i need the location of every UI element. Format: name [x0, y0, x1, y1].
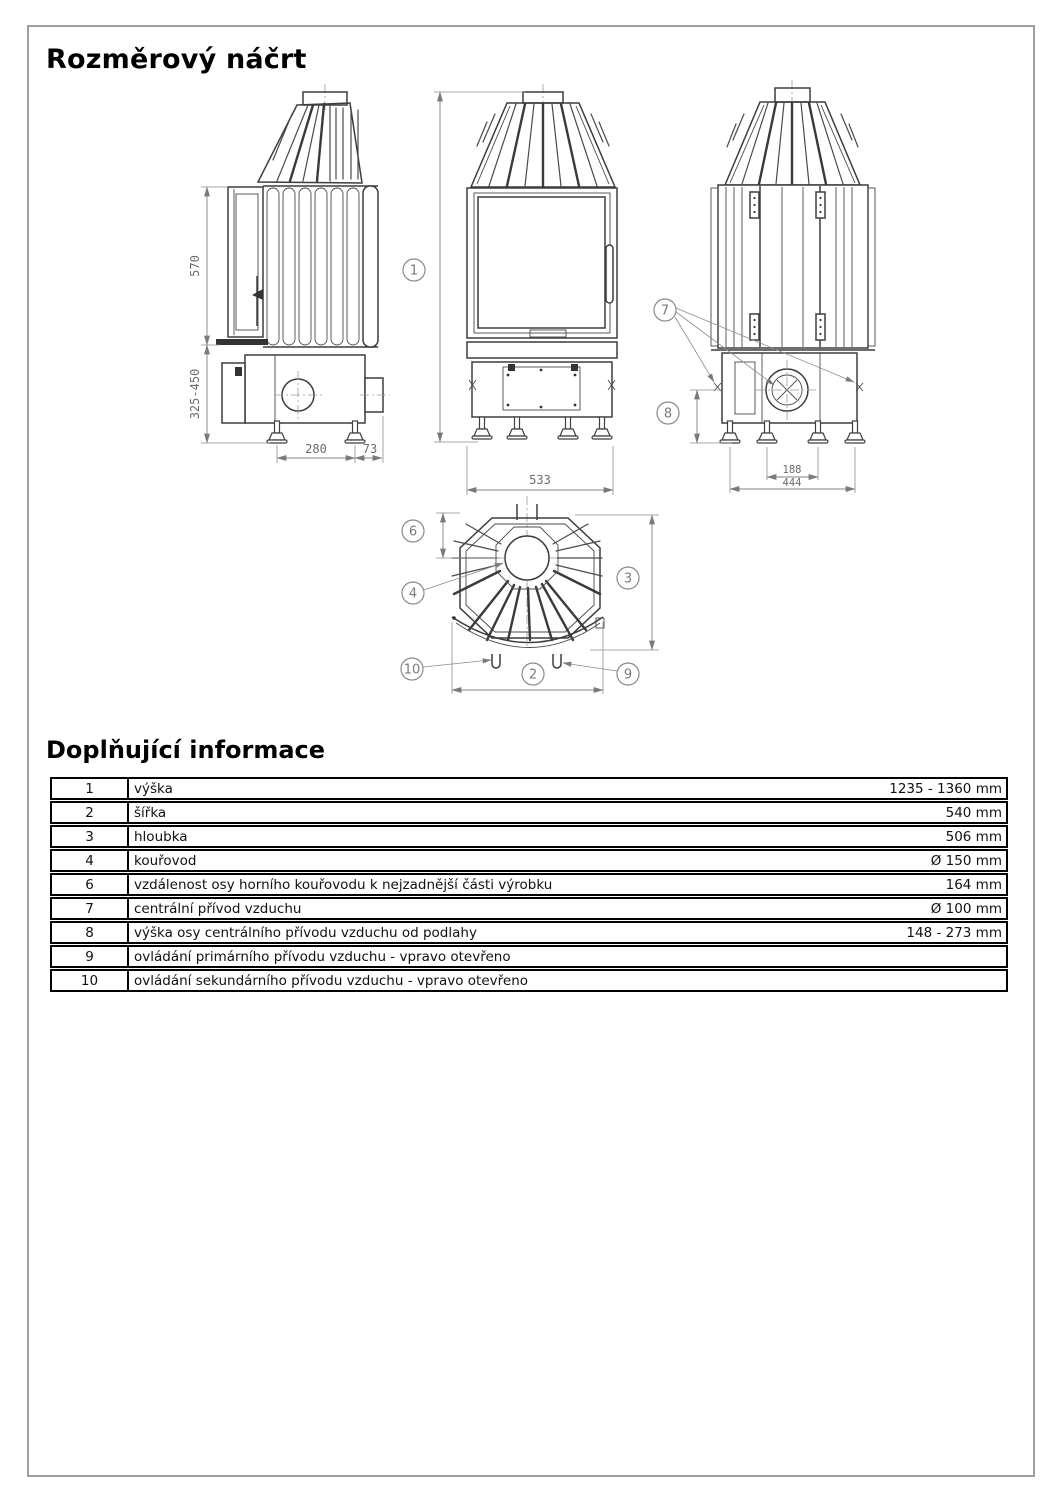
row-value: 148 - 273 mm	[906, 924, 1002, 941]
row-number: 4	[52, 851, 129, 870]
row-value: 1235 - 1360 mm	[889, 780, 1002, 797]
svg-text:2: 2	[528, 667, 538, 683]
row-label: výška osy centrálního přívodu vzduchu od podlahy	[134, 924, 477, 941]
dim-connector-depth: 73	[362, 442, 378, 456]
info-table	[50, 777, 1008, 993]
table-row	[50, 897, 1008, 920]
top-view	[401, 496, 659, 694]
table-row	[50, 777, 1008, 800]
table-row	[50, 921, 1008, 944]
row-label: vzdálenost osy horního kouřovodu k nejzadnější části výrobku	[134, 876, 553, 893]
row-value: Ø 100 mm	[930, 900, 1002, 917]
table-row	[50, 801, 1008, 824]
callout-10	[401, 658, 423, 680]
table-row	[50, 873, 1008, 896]
row-number: 3	[52, 827, 129, 846]
row-value	[1002, 971, 1006, 990]
side-view	[188, 84, 390, 463]
row-number: 10	[52, 971, 129, 990]
section-title: Doplňující informace	[46, 736, 326, 764]
svg-text:8: 8	[663, 406, 673, 422]
dim-feet-outer: 444	[782, 477, 802, 489]
row-label: centrální přívod vzduchu	[134, 900, 302, 917]
svg-text:4: 4	[408, 586, 418, 602]
callout-4	[402, 582, 424, 604]
table-row	[50, 969, 1008, 992]
callout-3	[617, 567, 639, 589]
rear-view	[654, 80, 875, 493]
row-number: 9	[52, 947, 129, 966]
dim-base-depth: 280	[305, 442, 327, 456]
callout-2	[522, 663, 544, 685]
row-label: ovládání primárního přívodu vzduchu - vpravo otevřeno	[134, 948, 511, 965]
row-label: hloubka	[134, 828, 188, 845]
dim-door-height: 570	[188, 255, 202, 277]
svg-text:7: 7	[660, 303, 670, 319]
row-value: 506 mm	[945, 828, 1002, 845]
row-label: výška	[134, 780, 173, 797]
callout-7	[654, 299, 676, 321]
callout-1	[403, 259, 425, 281]
row-label: šířka	[134, 804, 167, 821]
row-label: ovládání sekundárního přívodu vzduchu - vpravo otevřeno	[134, 972, 529, 989]
svg-text:3: 3	[623, 571, 633, 587]
dim-feet-inner: 188	[782, 464, 802, 476]
row-number: 8	[52, 923, 129, 942]
svg-text:9: 9	[623, 667, 633, 683]
table-row	[50, 849, 1008, 872]
callout-8	[657, 402, 679, 424]
row-number: 1	[52, 779, 129, 798]
dim-front-width: 533	[529, 473, 551, 487]
callout-6	[402, 520, 424, 542]
row-label: kouřovod	[134, 852, 197, 869]
front-view	[403, 84, 617, 495]
svg-text:6: 6	[408, 524, 418, 540]
svg-text:1: 1	[409, 263, 419, 279]
svg-text:10: 10	[403, 662, 421, 678]
table-row	[50, 945, 1008, 968]
page-title: Rozměrový náčrt	[46, 44, 307, 75]
row-number: 7	[52, 899, 129, 918]
dim-base-height: 325-450	[188, 368, 202, 420]
row-value: Ø 150 mm	[930, 852, 1002, 869]
dimensional-drawing	[30, 80, 1036, 740]
row-number: 6	[52, 875, 129, 894]
row-value: 164 mm	[945, 876, 1002, 893]
row-value: 540 mm	[945, 804, 1002, 821]
callout-9	[617, 663, 639, 685]
row-number: 2	[52, 803, 129, 822]
table-row	[50, 825, 1008, 848]
row-value	[1002, 947, 1006, 966]
